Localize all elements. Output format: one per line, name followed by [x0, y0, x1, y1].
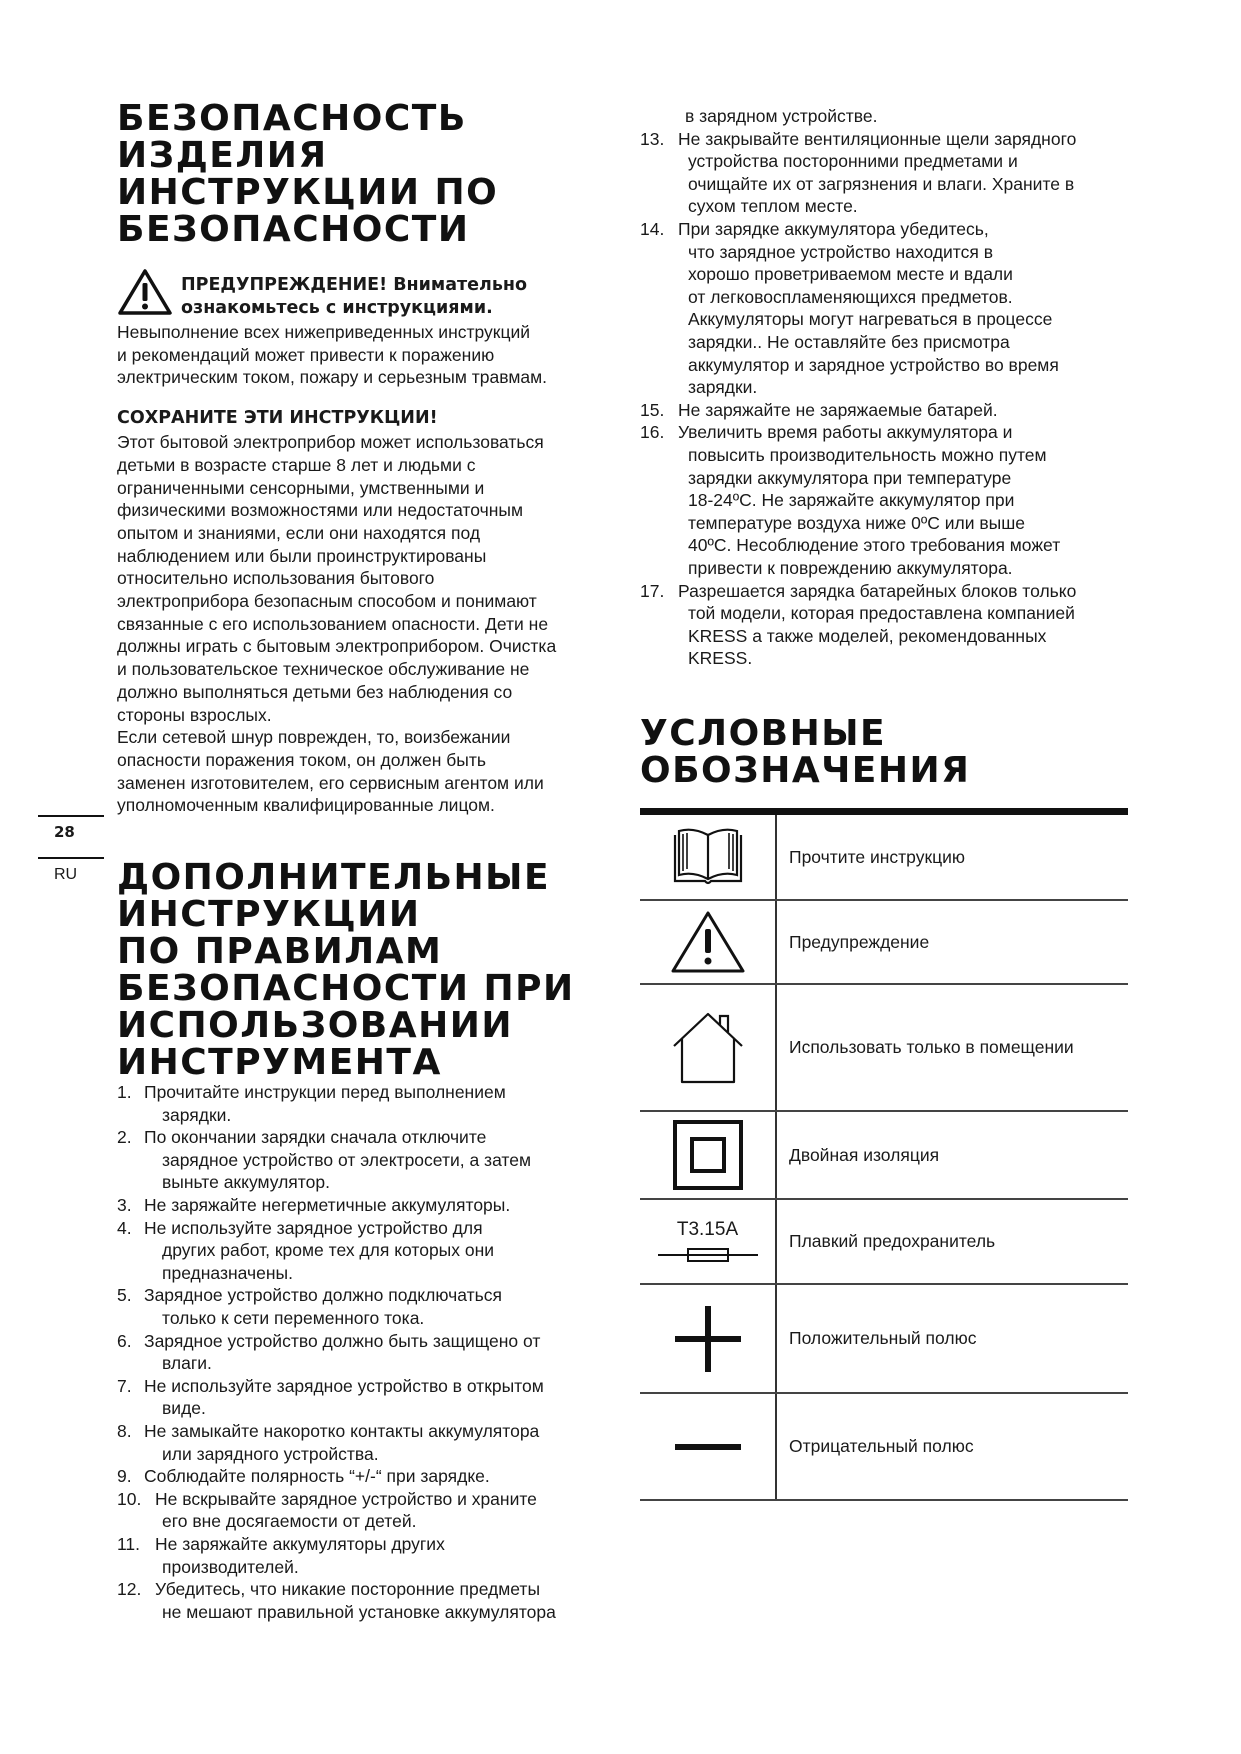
warning-triangle-icon [670, 909, 746, 975]
plus-icon [675, 1306, 741, 1372]
book-icon [671, 825, 745, 889]
symbol-label: Использовать только в помещении [789, 1037, 1074, 1057]
symbol-label: Плавкий предохранитель [789, 1231, 996, 1251]
list-item: 11. Не заряжайте аккумуляторы других производителей. [117, 1533, 445, 1577]
list-item: 14. При зарядке аккумулятора убедитесь, что зарядное устройство находится в хорошо проветриваемом месте и вдали от легковоспламеняющихся предметов. Аккумуляторы могут нагреваться в процессе зарядки.. Не оставляйте без присмотра аккумулятор и зарядное устройство во время зарядки. [640, 219, 1059, 398]
symbol-label: Прочтите инструкцию [789, 846, 966, 867]
instructions-list-right [640, 128, 1140, 670]
table-row [640, 901, 1128, 985]
language-code: RU [54, 866, 78, 883]
house-icon [668, 1010, 748, 1086]
list-item: 16. Увеличить время работы аккумулятора и повысить производительность можно путем зарядки аккумулятора при температуре 18-24ºC. Не заряжайте аккумулятор при температуре воздуха ниже 0ºC или выше 40ºC. Несоблюдение этого требования может привести к повреждению аккумулятора. [640, 422, 1061, 578]
list-item: 13. Не закрывайте вентиляционные щели зарядного устройства посторонними предметами и очищайте их от загрязнения и влаги. Храните в сухом теплом месте. [640, 128, 1077, 217]
list-item: 12. Убедитесь, что никакие посторонние предметы не мешают правильной установке аккумулятора [117, 1579, 556, 1622]
additional-instructions-title: ДОПОЛНИТЕЛЬНЫЕ ИНСТРУКЦИИ ПО ПРАВИЛАМ БЕЗОПАСНОСТИ ПРИ ИСПОЛЬЗОВАНИИ ИНСТРУМЕНТА [117, 857, 575, 1084]
page-number: 28 [54, 823, 75, 841]
warning-heading: ПРЕДУПРЕЖДЕНИЕ! Внимательно [181, 275, 528, 295]
table-row [640, 1112, 1128, 1200]
continued-line: в зарядном устройстве. [685, 106, 878, 126]
divider [38, 815, 104, 817]
list-item: 5. Зарядное устройство должно подключаться только к сети переменного тока. [117, 1285, 502, 1328]
list-item: 17. Разрешается зарядка батарейных блоков только той модели, которая предоставлена компанией KRESS а также моделей, рекомендованных KRESS. [640, 580, 1077, 669]
list-item: 4. Не используйте зарядное устройство для других работ, кроме тех для которых они предназначены. [117, 1217, 495, 1283]
table-row [640, 1394, 1128, 1501]
symbol-label: Двойная изоляция [789, 1144, 940, 1165]
table-row [640, 815, 1128, 901]
instructions-list-left [117, 1081, 617, 1623]
list-item: 6. Зарядное устройство должно быть защищено от влаги. [117, 1330, 541, 1374]
intro-text: Невыполнение всех нижеприведенных инструкций и рекомендаций может привести к поражению электрическим током, пожару и серьезным травмам. [117, 322, 547, 388]
list-item: 7. Не используйте зарядное устройство в открытом виде. [117, 1375, 544, 1419]
usage-paragraph: Этот бытовой электроприбор может использоваться детьми в возрасте старше 8 лет и людьми с ограниченными сенсорными, умственными и физическими возможностями или недостаточным опытом и знаниями, если они находятся под наблюдением или были проинструктированы относительно использования бытового электроприбора безопасным способом и понимают связанные с его использованием опасности. Дети не должны играть с бытовым электроприбором. Очистка и пользовательское техническое обслуживание не должно выполняться детьми без наблюдения со стороны взрослых. Если сетевой шнур поврежден, то, воизбежании опасности поражения током, он должен быть заменен изготовителем, его сервисным агентом или уполномоченным квалифицированные лицом. [117, 432, 557, 816]
list-item: 3. Не заряжайте негерметичные аккумуляторы. [117, 1195, 511, 1216]
list-item: 8. Не замыкайте накоротко контакты аккумулятора или зарядного устройства. [117, 1420, 540, 1464]
table-row [640, 985, 1128, 1112]
fuse-rating-label: T3.15A [676, 1218, 739, 1240]
list-item: 1. Прочитайте инструкции перед выполнением зарядки. [117, 1082, 506, 1125]
symbols-table [640, 808, 1128, 1501]
left-column [117, 100, 617, 1623]
list-item: 15. Не заряжайте не заряжаемые батарей. [640, 399, 998, 420]
minus-icon [675, 1442, 741, 1452]
table-row [640, 1285, 1128, 1394]
double-insulation-icon [672, 1119, 744, 1191]
list-item: 2. По окончании зарядки сначала отключите зарядное устройство от электросети, а затем выньте аккумулятор. [117, 1127, 532, 1193]
fuse-icon [658, 1245, 758, 1265]
save-instructions-heading: СОХРАНИТЕ ЭТИ ИНСТРУКЦИИ! [117, 408, 438, 429]
symbol-label: Положительный полюс [789, 1328, 977, 1348]
divider [38, 857, 104, 859]
warning-block [117, 268, 617, 320]
symbol-label: Предупреждение [789, 931, 930, 952]
symbols-title: УСЛОВНЫЕ ОБОЗНАЧЕНИЯ [640, 713, 971, 791]
list-item: 10. Не вскрывайте зарядное устройство и храните его вне досягаемости от детей. [117, 1488, 537, 1532]
table-row [640, 1200, 1128, 1285]
warning-subheading: ознакомьтесь с инструкциями. [181, 298, 493, 318]
right-column [640, 105, 1140, 670]
safety-title: БЕЗОПАСНОСТЬ ИЗДЕЛИЯ ИНСТРУКЦИИ ПО БЕЗОПАСНОСТИ [117, 98, 499, 250]
symbol-label: Отрицательный полюс [789, 1436, 974, 1456]
list-item: 9. Соблюдайте полярность “+/-“ при зарядке. [117, 1466, 490, 1487]
warning-triangle-icon [117, 268, 173, 316]
